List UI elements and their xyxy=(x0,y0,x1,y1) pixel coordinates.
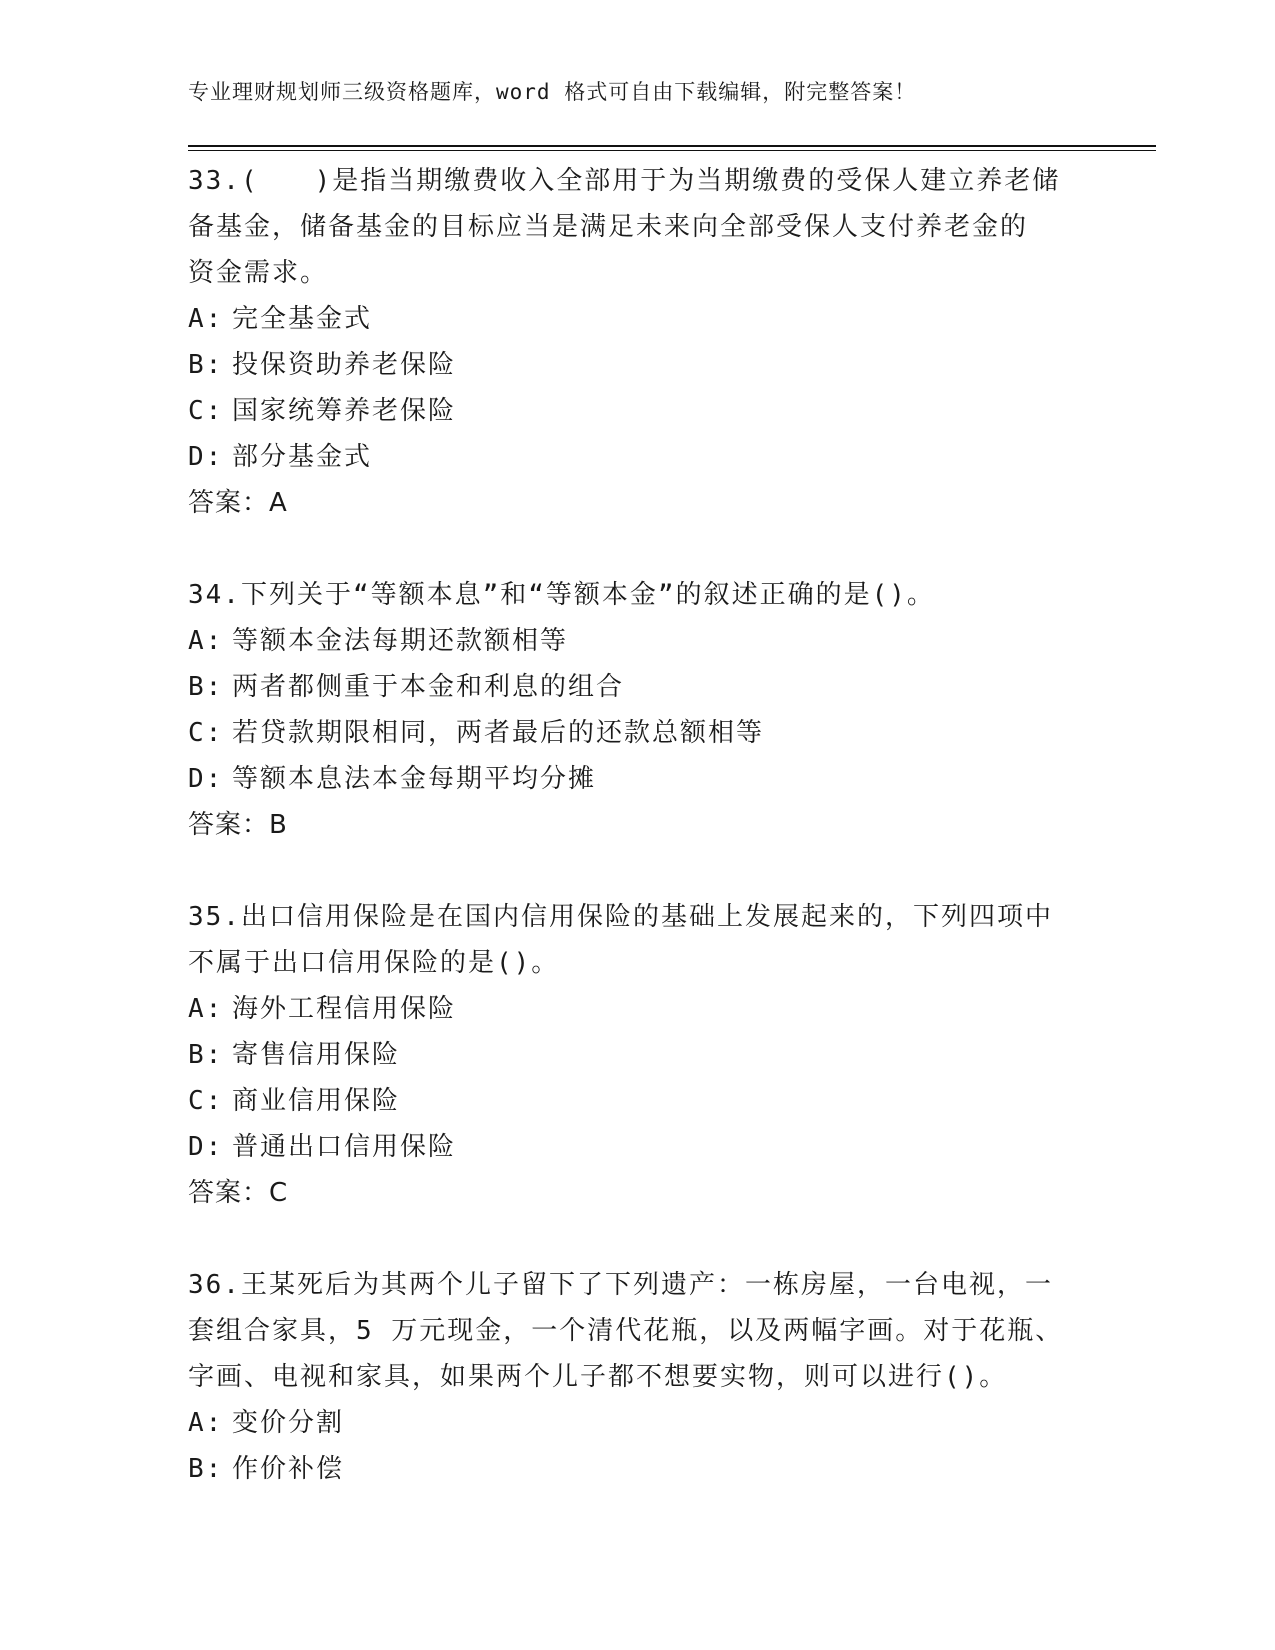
question-stem-line: 36.王某死后为其两个儿子留下了下列遗产：一栋房屋，一台电视，一 xyxy=(188,1270,1053,1300)
question-stem-line: 不属于出口信用保险的是()。 xyxy=(188,948,560,978)
option-a xyxy=(188,296,1088,342)
option-text: 等额本金法每期还款额相等 xyxy=(232,626,569,656)
question-list xyxy=(188,158,1088,1538)
option-c xyxy=(188,1078,1088,1124)
question-stem-line: 35.出口信用保险是在国内信用保险的基础上发展起来的，下列四项中 xyxy=(188,902,1053,932)
option-text: 寄售信用保险 xyxy=(232,1040,401,1070)
question-stem-line: 资金需求。 xyxy=(188,258,329,288)
option-key: D: xyxy=(188,442,224,472)
option-key: B: xyxy=(188,350,224,380)
option-text: 国家统筹养老保险 xyxy=(232,396,457,426)
option-text: 完全基金式 xyxy=(232,304,373,334)
option-text: 商业信用保险 xyxy=(232,1086,401,1116)
option-key: A: xyxy=(188,994,224,1024)
question-stem-line: 备基金，储备基金的目标应当是满足未来向全部受保人支付养老金的 xyxy=(188,212,1029,242)
option-b xyxy=(188,1446,1088,1492)
option-text: 若贷款期限相同，两者最后的还款总额相等 xyxy=(232,718,765,748)
option-text: 等额本息法本金每期平均分摊 xyxy=(232,764,597,794)
question-34 xyxy=(188,572,1088,848)
option-b xyxy=(188,664,1088,710)
option-text: 部分基金式 xyxy=(232,442,373,472)
option-key: C: xyxy=(188,1086,224,1116)
page-header: 专业理财规划师三级资格题库，word 格式可自由下载编辑，附完整答案！ xyxy=(188,80,917,104)
option-b xyxy=(188,1032,1088,1078)
question-stem-line: 套组合家具，5 万元现金，一个清代花瓶，以及两幅字画。对于花瓶、 xyxy=(188,1316,1064,1346)
question-stem-line: 字画、电视和家具，如果两个儿子都不想要实物，则可以进行()。 xyxy=(188,1362,1008,1392)
option-key: A: xyxy=(188,626,224,656)
option-text: 作价补偿 xyxy=(232,1454,345,1484)
question-stem-line: 33.( )是指当期缴费收入全部用于为当期缴费的受保人建立养老储 xyxy=(188,166,1061,196)
question-36 xyxy=(188,1262,1088,1492)
option-key: C: xyxy=(188,396,224,426)
answer-label: 答案：B xyxy=(188,810,288,840)
question-33 xyxy=(188,158,1088,526)
option-key: A: xyxy=(188,1408,224,1438)
option-text: 变价分割 xyxy=(232,1408,345,1438)
option-a xyxy=(188,1400,1088,1446)
option-c xyxy=(188,710,1088,756)
option-key: D: xyxy=(188,764,224,794)
option-text: 海外工程信用保险 xyxy=(232,994,457,1024)
option-key: B: xyxy=(188,1040,224,1070)
answer-label: 答案：C xyxy=(188,1178,289,1208)
option-text: 投保资助养老保险 xyxy=(232,350,457,380)
option-a xyxy=(188,986,1088,1032)
option-key: A: xyxy=(188,304,224,334)
option-a xyxy=(188,618,1088,664)
option-key: C: xyxy=(188,718,224,748)
option-text: 普通出口信用保险 xyxy=(232,1132,457,1162)
option-text: 两者都侧重于本金和利息的组合 xyxy=(232,672,625,702)
header-divider xyxy=(188,145,1156,151)
option-b xyxy=(188,342,1088,388)
option-d xyxy=(188,434,1088,480)
option-key: D: xyxy=(188,1132,224,1162)
option-d xyxy=(188,1124,1088,1170)
option-key: B: xyxy=(188,672,224,702)
option-key: B: xyxy=(188,1454,224,1484)
question-35 xyxy=(188,894,1088,1216)
option-c xyxy=(188,388,1088,434)
option-d xyxy=(188,756,1088,802)
answer-label: 答案：A xyxy=(188,488,288,518)
question-stem-line: 34.下列关于“等额本息”和“等额本金”的叙述正确的是()。 xyxy=(188,580,935,610)
